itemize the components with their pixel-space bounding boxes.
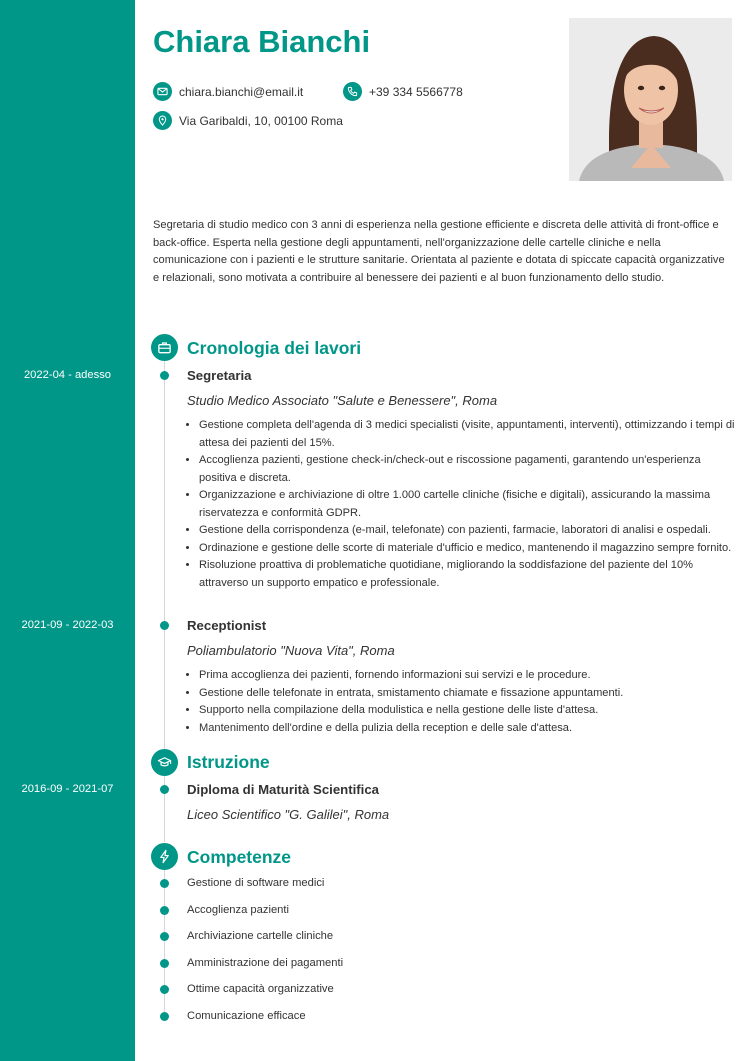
- profile-photo: [569, 18, 732, 181]
- professional-summary: Segretaria di studio medico con 3 anni di esperienza nella gestione efficiente e discreta delle attività di front-office e back-office. Esperta nella gestione degli appuntamenti, nell'organizzazione delle cartelle cliniche e nella comunicazione con i pazienti e le strutture sanitarie. Orientata al paziente e dotata di spiccate capacità organizzative e relazionali, sono motivata a contribuire al benessere dei pazienti e al buon funzionamento dello studio.: [153, 219, 725, 284]
- timeline-dot: [160, 985, 169, 994]
- sidebar: [0, 0, 135, 1061]
- job-2-bullet: • Prima accoglienza dei pazienti, fornendo informazioni sui servizi e le procedure.: [199, 667, 739, 685]
- timeline-dot: [160, 371, 169, 380]
- timeline-dot: [160, 932, 169, 941]
- timeline-dot: [160, 1012, 169, 1021]
- job-1-bullet: • Organizzazione e archiviazione di oltre 1.000 cartelle cliniche (fisiche e digitali), assicurando la massima riservatezza e conformità GDPR.: [199, 487, 739, 522]
- candidate-name: Chiara Bianchi: [153, 24, 371, 59]
- timeline-dot: [160, 785, 169, 794]
- job-2-bullet: • Gestione delle telefonate in entrata, smistamento chiamate e fissazione appuntamenti.: [199, 685, 739, 703]
- address-text: Via Garibaldi, 10, 00100 Roma: [179, 113, 343, 128]
- timeline-dot: [160, 959, 169, 968]
- job-1-bullet: • Gestione completa dell'agenda di 3 medici specialisti (visite, appuntamenti, interventi), ottimizzando i tempi di attesa dei pazienti del 15%.: [199, 417, 739, 452]
- skill-item: Comunicazione efficace: [187, 1010, 306, 1022]
- job-2-bullet: • Supporto nella compilazione della modulistica e nella gestione delle liste d'attesa.: [199, 702, 739, 720]
- job-2-title: Receptionist: [187, 618, 267, 633]
- education-school: Liceo Scientifico "G. Galilei", Roma: [187, 807, 390, 822]
- timeline-line-experience: [164, 361, 165, 750]
- job-1-bullet: • Ordinazione e gestione delle scorte di materiale d'ufficio e medico, mantenendo il magazzino sempre fornito.: [199, 540, 739, 558]
- timeline-dot: [160, 879, 169, 888]
- job-1-bullets: [187, 417, 739, 592]
- graduation-cap-icon: [151, 749, 178, 776]
- timeline-dot: [160, 621, 169, 630]
- phone-text[interactable]: +39 334 5566778: [369, 84, 463, 99]
- skill-item: Accoglienza pazienti: [187, 904, 289, 916]
- contact-phone[interactable]: [343, 82, 463, 101]
- briefcase-icon: [151, 334, 178, 361]
- lightning-icon: [151, 843, 178, 870]
- skill-item: Amministrazione dei pagamenti: [187, 957, 344, 969]
- email-icon: [153, 82, 172, 101]
- skill-item: Ottime capacità organizzative: [187, 983, 334, 995]
- email-text[interactable]: chiara.bianchi@email.it: [179, 84, 304, 99]
- skill-item: Gestione di software medici: [187, 877, 325, 889]
- education-dates: 2016-09 - 2021-07: [21, 783, 114, 795]
- job-1-bullet: • Accoglienza pazienti, gestione check-in/check-out e riscossione pagamenti, garantendo un'esperienza positiva e discreta.: [199, 452, 739, 487]
- skill-item: Archiviazione cartelle cliniche: [187, 930, 334, 942]
- section-title-education: Istruzione: [187, 752, 270, 772]
- section-title-skills: Competenze: [187, 847, 292, 867]
- job-1-bullet: • Risoluzione proattiva di problematiche quotidiane, migliorando la soddisfazione del paziente del 10% attraverso un supporto empatico e professionale.: [199, 557, 739, 592]
- job-1-title: Segretaria: [187, 368, 252, 383]
- phone-icon: [343, 82, 362, 101]
- job-2-company: Poliambulatorio "Nuova Vita", Roma: [187, 643, 395, 658]
- location-pin-icon: [153, 111, 172, 130]
- job-1-bullet: • Gestione della corrispondenza (e-mail, telefonate) con pazienti, farmacie, laboratori di analisi e ospedali.: [199, 522, 739, 540]
- job-1-dates: 2022-04 - adesso: [23, 369, 112, 381]
- job-1-company: Studio Medico Associato "Salute e Benessere", Roma: [187, 393, 498, 408]
- contact-email[interactable]: [153, 82, 303, 101]
- timeline-dot: [160, 906, 169, 915]
- section-title-experience: Cronologia dei lavori: [187, 338, 362, 358]
- contact-address: [153, 111, 343, 130]
- job-2-dates: 2021-09 - 2022-03: [21, 619, 114, 631]
- education-degree: Diploma di Maturità Scientifica: [187, 782, 379, 797]
- job-2-bullets: [187, 667, 739, 737]
- timeline-line-skills: [164, 870, 165, 1020]
- job-2-bullet: • Mantenimento dell'ordine e della pulizia della reception e delle sale d'attesa.: [199, 720, 739, 738]
